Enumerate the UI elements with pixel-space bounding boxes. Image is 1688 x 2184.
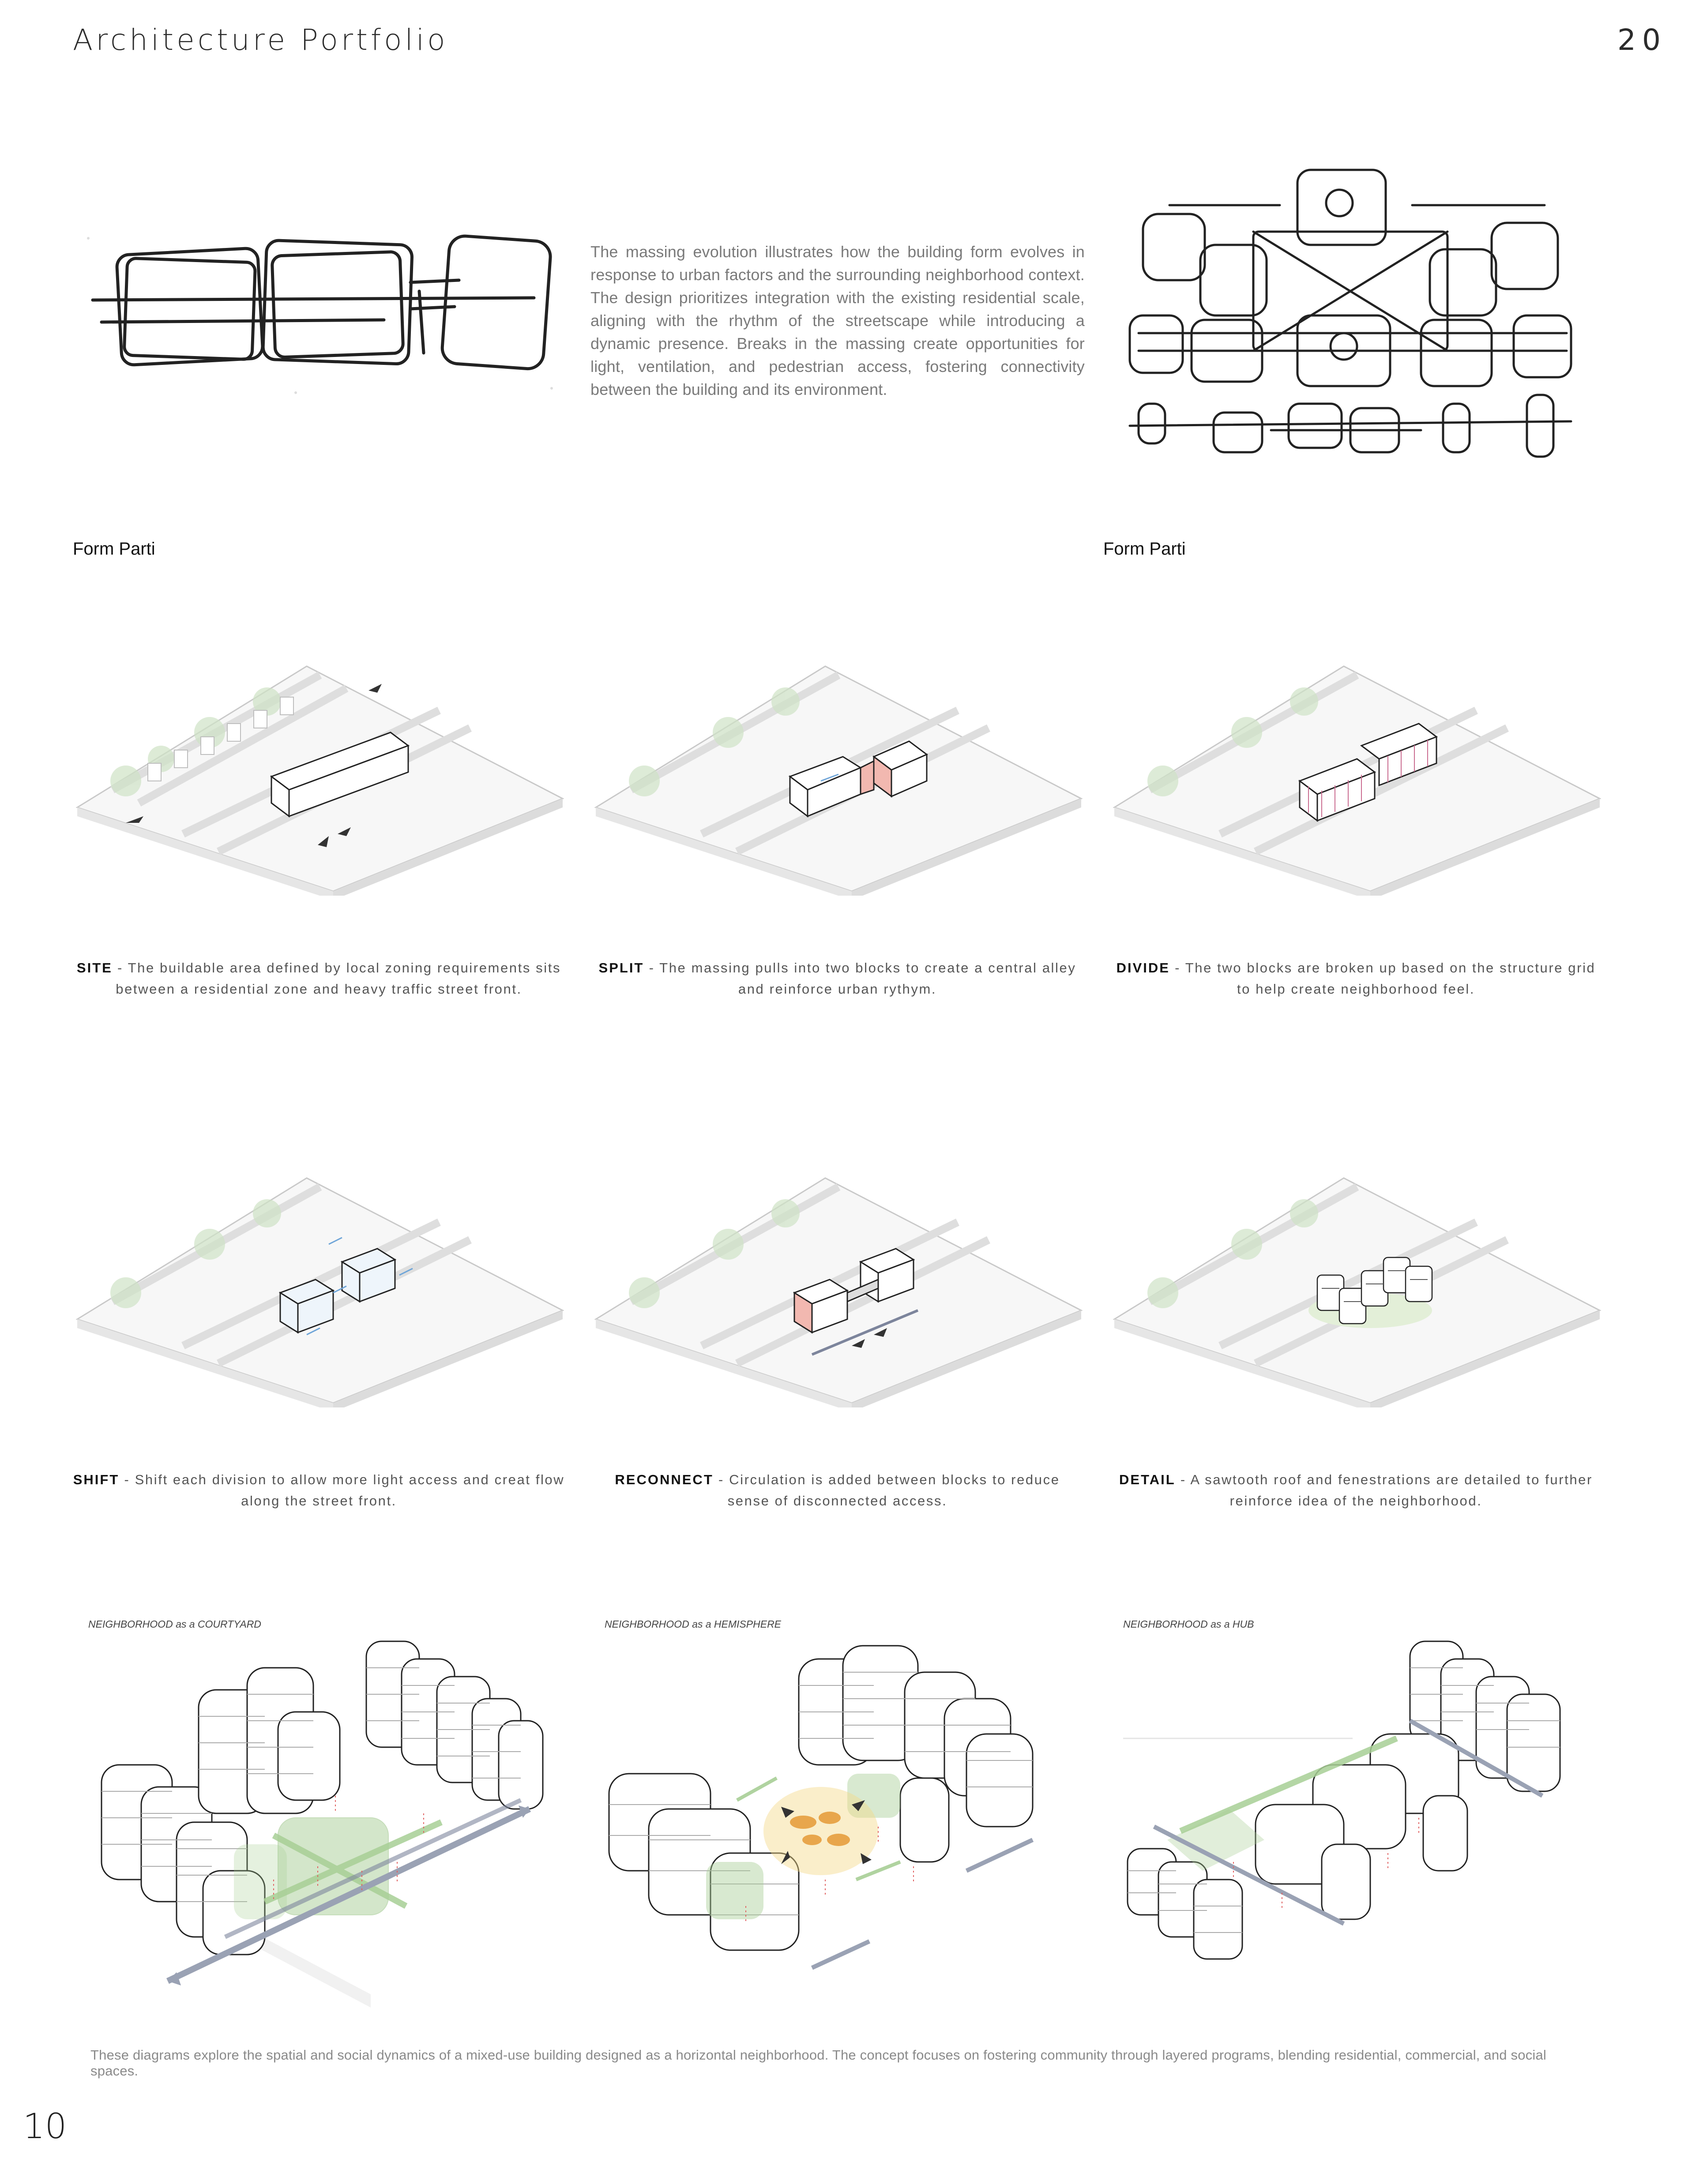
caption-site-key: SITE	[76, 960, 113, 976]
intro-paragraph: The massing evolution illustrates how the building form evolves in response to urban factors and the surrounding neighborhood context. The design prioritizes integration with the existing residential scale, aligning with the rhythm of the streetscape while introducing a dynamic presence. Breaks in the massing create opportunities for light, ventilation, and pedestrian access, fostering connectivity between the building and its environment.	[590, 243, 1085, 398]
concept-hub-title: NEIGHBORHOOD as a HUB	[1123, 1618, 1254, 1630]
concept-courtyard-title: NEIGHBORHOOD as a COURTYARD	[88, 1618, 261, 1630]
shift-diagram	[73, 1160, 567, 1407]
hub-concept-diagram	[1123, 1632, 1617, 2008]
form-parti-label-left: Form Parti	[73, 539, 155, 559]
caption-shift	[73, 1469, 565, 1512]
caption-divide-key: DIVIDE	[1116, 960, 1170, 976]
caption-shift-text: Shift each division to allow more light access and creat flow along the street front.	[135, 1472, 565, 1509]
caption-divide-sep: -	[1169, 960, 1185, 976]
caption-shift-sep: -	[119, 1472, 135, 1487]
site-diagram	[73, 649, 567, 896]
caption-divide	[1110, 957, 1602, 1000]
caption-detail-key: DETAIL	[1119, 1472, 1176, 1487]
caption-split-sep: -	[644, 960, 660, 976]
portfolio-title: Architecture Portfolio	[73, 23, 448, 57]
split-diagram	[591, 649, 1086, 896]
caption-site-text: The buildable area defined by local zoning requirements sits between a residential zone and heavy traffic street front.	[116, 960, 561, 997]
courtyard-concept-diagram	[88, 1632, 583, 2008]
caption-divide-text: The two blocks are broken up based on the structure grid to help create neighborhood feel.	[1185, 960, 1596, 997]
caption-detail-text: A sawtooth roof and fenestrations are detailed to further reinforce idea of the neighborhood.	[1190, 1472, 1593, 1509]
detail-diagram	[1110, 1160, 1604, 1407]
massing-sketch-grid	[1103, 157, 1611, 474]
caption-site-sep: -	[112, 960, 128, 976]
massing-sketch-linear	[75, 212, 574, 406]
divide-diagram	[1110, 649, 1604, 896]
caption-split-text: The massing pulls into two blocks to create a central alley and reinforce urban rythym.	[659, 960, 1076, 997]
concept-hemisphere-title: NEIGHBORHOOD as a HEMISPHERE	[605, 1618, 782, 1630]
caption-reconnect-key: RECONNECT	[615, 1472, 714, 1487]
caption-reconnect	[591, 1469, 1083, 1512]
page-number: 10	[23, 2107, 67, 2146]
form-parti-label-right: Form Parti	[1103, 539, 1186, 559]
caption-site	[73, 957, 565, 1000]
caption-split-key: SPLIT	[598, 960, 644, 976]
hemisphere-concept-diagram	[605, 1632, 1099, 2008]
spread-number: 20	[1617, 23, 1667, 57]
footer-description: These diagrams explore the spatial and social dynamics of a mixed-use building designed as a horizontal neighborhood. The concept focuses on fostering community through layered programs, blending residential, commercial, and social spaces.	[90, 2047, 1547, 2079]
reconnect-diagram	[591, 1160, 1086, 1407]
caption-detail	[1110, 1469, 1602, 1512]
caption-shift-key: SHIFT	[73, 1472, 120, 1487]
caption-reconnect-sep: -	[713, 1472, 729, 1487]
caption-detail-sep: -	[1175, 1472, 1191, 1487]
caption-reconnect-text: Circulation is added between blocks to reduce sense of disconnected access.	[727, 1472, 1060, 1509]
caption-split	[591, 957, 1083, 1000]
